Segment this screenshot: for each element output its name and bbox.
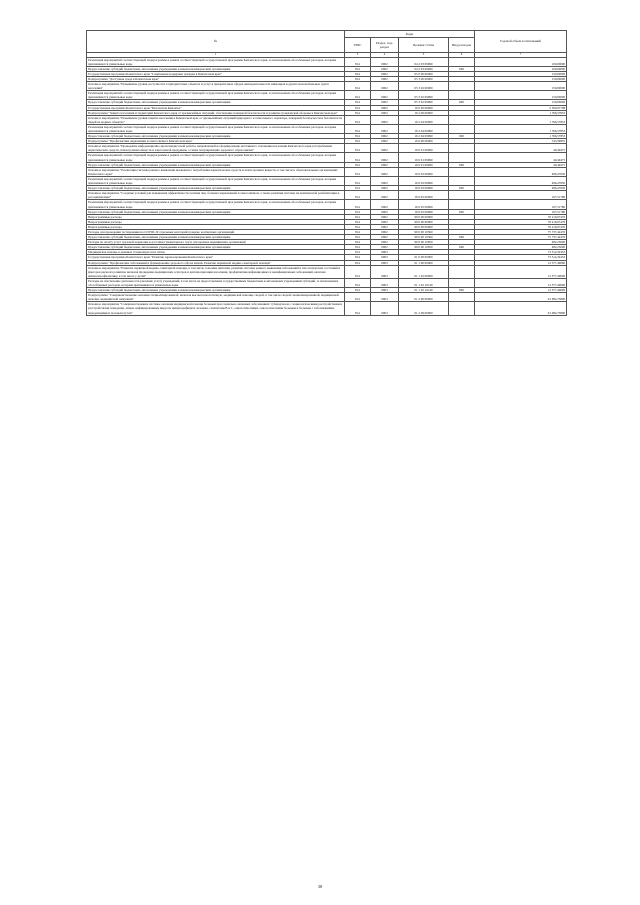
- index-cell: 6: [449, 53, 475, 58]
- cell-name: Непрограммные расходы: [87, 214, 345, 219]
- cell-section: 0902: [371, 66, 399, 71]
- cell-amount: 150,00000: [475, 82, 567, 91]
- cell-amount: 12 377,40000: [475, 260, 567, 265]
- cell-amount: 197,51780: [475, 200, 567, 209]
- cell-target: 16 6 01 00000: [399, 144, 449, 153]
- cell-section: 0902: [371, 105, 399, 110]
- cell-grbs: 814: [345, 250, 371, 255]
- cell-section: 0902: [371, 162, 399, 167]
- cell-amount: 75 737,42476: [475, 229, 567, 234]
- cell-target: 99 0 00 00000: [399, 224, 449, 229]
- cell-name: Основное мероприятие "Повышение уровня доступности в приоритетных объектах и услуг в приоритетных сферах жизнедеятельности инвалидов и других маломобильных групп населения": [87, 82, 345, 91]
- cell-name: Непрограммные расходы: [87, 224, 345, 229]
- cell-section: 0902: [371, 214, 399, 219]
- cell-grbs: 814: [345, 235, 371, 240]
- table-row: [87, 265, 567, 278]
- cell-section: 0903: [371, 265, 399, 278]
- cell-name: Расходы по оплату услуг грузовой перевозки и доставки гуманитарного груза для краевых медицинских организаций: [87, 240, 345, 245]
- cell-amount: 76 219,67476: [475, 219, 567, 224]
- cell-name: Реализация мероприятий соответствующей подпрограммы в рамках соответствующей государственной программы Камчатского края, за исключением обособленных расходов, которым присваиваются уникальные коды: [87, 124, 345, 133]
- cell-target: 99 0 00 10560: [399, 229, 449, 234]
- cell-amount: 1 766,57853: [475, 110, 567, 115]
- cell-section: 0902: [371, 76, 399, 81]
- index-cell: 1: [87, 53, 345, 58]
- cell-name: Предоставление субсидий бюджетным, автономным учреждениям и иным некоммерческим организациям: [87, 209, 345, 214]
- cell-section: 0902: [371, 82, 399, 91]
- cell-amount: 12 377,40000: [475, 265, 567, 278]
- cell-amount: 482,25000: [475, 245, 567, 250]
- cell-grbs: 814: [345, 255, 371, 260]
- cell-name: Предоставление субсидий бюджетным, автономным учреждениям и иным некоммерческим организациям: [87, 134, 345, 139]
- cell-section: 0902: [371, 153, 399, 162]
- cell-grbs: 814: [345, 200, 371, 209]
- cell-amount: 482,25000: [475, 240, 567, 245]
- cell-vr: 600: [449, 162, 475, 167]
- cell-grbs: 814: [345, 110, 371, 115]
- cell-grbs: 814: [345, 71, 371, 76]
- cell-section: 0902: [371, 115, 399, 124]
- table-row: [87, 153, 567, 162]
- cell-section: 0902: [371, 186, 399, 191]
- cell-name: Предоставление субсидий бюджетным, автономным учреждениям и иным некоммерческим организациям: [87, 162, 345, 167]
- cell-grbs: 814: [345, 186, 371, 191]
- header-section: Раздел, под-раздел: [371, 38, 399, 53]
- cell-amount: 743,39855: [475, 139, 567, 144]
- cell-amount: 61 084,73800: [475, 302, 567, 315]
- cell-grbs: 814: [345, 245, 371, 250]
- cell-name: Основное мероприятие "Проведение информационно-пропагандистской работы, направленной на формирование негативного отношения населения Камчатского края к потреблению наркотических средств, психотропных веществ и алкогольной продукции, а также популяризацию здорового образа жизни": [87, 144, 345, 153]
- cell-section: 0902: [371, 124, 399, 133]
- cell-section: 0902: [371, 110, 399, 115]
- cell-amount: 150,00000: [475, 91, 567, 100]
- cell-vr: [449, 293, 475, 302]
- cell-section: 0902: [371, 100, 399, 105]
- cell-target: 16 2 00 00000: [399, 110, 449, 115]
- cell-amount: 496,47650: [475, 186, 567, 191]
- cell-amount: 76 219,67476: [475, 214, 567, 219]
- cell-name: Предоставление субсидий бюджетным, автономным учреждениям и иным некоммерческим организациям: [87, 245, 345, 250]
- cell-target: 16 2 04 09990: [399, 134, 449, 139]
- cell-section: 0902: [371, 209, 399, 214]
- cell-vr: [449, 265, 475, 278]
- cell-section: 0903: [371, 255, 399, 260]
- document-page: [86, 30, 566, 316]
- cell-vr: [449, 57, 475, 66]
- cell-vr: 600: [449, 100, 475, 105]
- cell-name: Основное мероприятие "Повышение уровня защиты населения в Камчатском крае от чрезвычайных ситуаций природного и техногенного характера, пожарной безопасности и безопасности людей на водных объектах": [87, 115, 345, 124]
- cell-target: 99 0 00 10560: [399, 235, 449, 240]
- cell-vr: [449, 176, 475, 185]
- cell-vr: 600: [449, 66, 475, 71]
- cell-target: 01 1 00 00000: [399, 260, 449, 265]
- cell-target: 01 1 02 10140: [399, 288, 449, 293]
- cell-grbs: 814: [345, 214, 371, 219]
- cell-amount: 496,47650: [475, 176, 567, 185]
- cell-amount: 100,00000: [475, 66, 567, 71]
- cell-grbs: 814: [345, 124, 371, 133]
- cell-name: Реализация мероприятий соответствующей подпрограммы в рамках соответствующей государственной программы Камчатского края, за исключением обособленных расходов, которым присваиваются уникальные коды: [87, 57, 345, 66]
- header-target: Целевая статья: [399, 38, 449, 53]
- table-row: [87, 115, 567, 124]
- cell-target: 99 0 00 10650: [399, 245, 449, 250]
- cell-target: 16 6 00 00000: [399, 139, 449, 144]
- cell-section: 0902: [371, 229, 399, 234]
- cell-name: Реализация мероприятий соответствующей подпрограммы в рамках соответствующей государственной программы Камчатского края, за исключением обособленных расходов, которым присваиваются уникальные коды: [87, 91, 345, 100]
- cell-target: 16 6 05 00000: [399, 191, 449, 200]
- cell-amount: 496,47650: [475, 167, 567, 176]
- cell-vr: [449, 153, 475, 162]
- index-cell: 4: [371, 53, 399, 58]
- cell-target: 05 3 02 00000: [399, 82, 449, 91]
- cell-name: Предоставление субсидий бюджетным, автономным учреждениям и иным некоммерческим организациям: [87, 66, 345, 71]
- cell-name: Предоставление субсидий бюджетным, автономным учреждениям и иным некоммерческим организациям: [87, 235, 345, 240]
- table-row: [87, 124, 567, 133]
- cell-vr: 600: [449, 186, 475, 191]
- cell-name: Подпрограмма "Профилактика наркомании и алкоголизма в Камчатском крае": [87, 139, 345, 144]
- cell-section: 0902: [371, 235, 399, 240]
- cell-grbs: 814: [345, 105, 371, 110]
- cell-vr: 600: [449, 209, 475, 214]
- cell-amount: 49,40475: [475, 162, 567, 167]
- cell-section: 0902: [371, 200, 399, 209]
- cell-section: 0903: [371, 250, 399, 255]
- cell-section: 0902: [371, 245, 399, 250]
- page-number: 38: [317, 884, 323, 889]
- table-row: [87, 176, 567, 185]
- cell-section: 0902: [371, 176, 399, 185]
- cell-name: Расходы на обеспечение деятельности (оказание услуг) учреждений, в том числе на предоставление государственным бюджетным и автономным учреждениям субсидий, за исключением обособленных расходов, которым присваиваются уникальные коды: [87, 278, 345, 287]
- cell-section: 0903: [371, 293, 399, 302]
- cell-name: Непрограммные расходы: [87, 219, 345, 224]
- header-vr: Вид расходов: [449, 38, 475, 53]
- cell-amount: 1 766,57853: [475, 124, 567, 133]
- cell-target: 05 3 02 09990: [399, 100, 449, 105]
- cell-grbs: 814: [345, 66, 371, 71]
- budget-table: [86, 30, 567, 316]
- cell-section: 0902: [371, 144, 399, 153]
- index-cell: 7: [475, 53, 567, 58]
- cell-grbs: 814: [345, 100, 371, 105]
- cell-name: Подпрограмма "Профилактика заболеваний и формирование здорового образа жизни. Развитие первичной медико-санитарной помощи": [87, 260, 345, 265]
- cell-grbs: 814: [345, 240, 371, 245]
- cell-amount: 76 219,67476: [475, 224, 567, 229]
- cell-target: 16 6 02 09990: [399, 176, 449, 185]
- cell-grbs: 814: [345, 167, 371, 176]
- cell-target: 01 1 02 10140: [399, 278, 449, 287]
- cell-amount: 150,00000: [475, 76, 567, 81]
- cell-name: Основное мероприятие "Создание условий для повышения эффективности лечения лиц, больных наркоманией и алкоголизмом, а также развития системы их комплексной реабилитации и ресоциализации": [87, 191, 345, 200]
- cell-section: 0902: [371, 71, 399, 76]
- cell-vr: 600: [449, 245, 475, 250]
- header-grbs: ГРБС: [345, 38, 371, 53]
- cell-section: 0902: [371, 91, 399, 100]
- cell-grbs: 814: [345, 153, 371, 162]
- cell-amount: 49,40475: [475, 144, 567, 153]
- cell-target: 05 3 00 00000: [399, 76, 449, 81]
- cell-section: 0902: [371, 167, 399, 176]
- cell-target: 99 0 00 00000: [399, 214, 449, 219]
- cell-section: 0902: [371, 191, 399, 200]
- cell-vr: [449, 191, 475, 200]
- cell-grbs: 814: [345, 191, 371, 200]
- cell-section: 0902: [371, 224, 399, 229]
- cell-vr: [449, 144, 475, 153]
- cell-section: 0902: [371, 134, 399, 139]
- cell-amount: 1 766,57853: [475, 134, 567, 139]
- table-row: [87, 302, 567, 315]
- cell-vr: [449, 124, 475, 133]
- cell-grbs: 814: [345, 209, 371, 214]
- cell-name: Реализация мероприятий соответствующей подпрограммы в рамках соответствующей государственной программы Камчатского края, за исключением обособленных расходов, которым присваиваются уникальные коды: [87, 200, 345, 209]
- cell-grbs: 814: [345, 91, 371, 100]
- cell-grbs: 814: [345, 76, 371, 81]
- cell-vr: [449, 200, 475, 209]
- table-row: [87, 82, 567, 91]
- cell-amount: 12 377,40000: [475, 278, 567, 287]
- cell-target: 01 2 09 00000: [399, 302, 449, 315]
- cell-vr: 600: [449, 134, 475, 139]
- cell-grbs: 814: [345, 229, 371, 234]
- cell-name: Подпрограмма "Совершенствование оказания специализированной, включая высокотехнологичную, медицинской помощи, скорой, в том числе скорой специализированной, медицинской помощи, медицинской эвакуации": [87, 293, 345, 302]
- cell-amount: 100,00000: [475, 57, 567, 66]
- cell-grbs: 814: [345, 82, 371, 91]
- cell-name: Реализация мероприятий соответствующей подпрограммы в рамках соответствующей государственной программы Камчатского края, за исключением обособленных расходов, которым присваиваются уникальные коды: [87, 153, 345, 162]
- cell-amount: 61 084,73800: [475, 293, 567, 302]
- cell-name: Подпрограмма "Доступная среда в Камчатском крае": [87, 76, 345, 81]
- cell-name: Основное мероприятие "Развитие первичной медико-санитарной помощи, в том числе сельским жителям, развитие системы раннего выявления заболеваний и патологических состояний и факторов риска их развития, включая проведение медицинских осмотров и диспансеризации населения, профилактика инфекционных и неинфекционных заболеваний, включая иммунопрофилактику, в том числе у детей": [87, 265, 345, 278]
- cell-amount: 73 514,32453: [475, 250, 567, 255]
- header-volume: Годовой объем ассигнований: [475, 31, 567, 53]
- cell-section: 0902: [371, 57, 399, 66]
- cell-grbs: 814: [345, 293, 371, 302]
- cell-grbs: 814: [345, 57, 371, 66]
- cell-name: Расходы для проведения тестирования на COVID-19 отдельных категорий граждан, контактных организаций: [87, 229, 345, 234]
- cell-target: 01 2 00 00000: [399, 293, 449, 302]
- table-row: [87, 91, 567, 100]
- cell-name: Государственная программа Камчатского края "Развитие здравоохранения Камчатского края": [87, 255, 345, 260]
- cell-section: 0902: [371, 139, 399, 144]
- cell-vr: [449, 302, 475, 315]
- cell-grbs: 814: [345, 176, 371, 185]
- cell-name: Медицинская помощь в дневных стационарах всех типов: [87, 250, 345, 255]
- cell-section: 0903: [371, 260, 399, 265]
- cell-target: 16 6 01 09990: [399, 153, 449, 162]
- cell-section: 0903: [371, 288, 399, 293]
- cell-name: Подпрограмма "Защита населения и территорий Камчатского края от чрезвычайных ситуаций, обеспечение пожарной безопасности и развитие гражданской обороны в Камчатском крае": [87, 110, 345, 115]
- table-row: [87, 191, 567, 200]
- header-no: №: [87, 31, 345, 53]
- cell-target: 16 2 04 09990: [399, 124, 449, 133]
- cell-vr: [449, 167, 475, 176]
- cell-amount: 75 737,42476: [475, 235, 567, 240]
- cell-target: 05 0 00 00000: [399, 71, 449, 76]
- cell-vr: [449, 82, 475, 91]
- cell-amount: 150,00000: [475, 71, 567, 76]
- cell-name: Государственная программа Камчатского края "Безопасная Камчатка": [87, 105, 345, 110]
- cell-amount: 1 766,57853: [475, 115, 567, 124]
- cell-name: Реализация мероприятий соответствующей подпрограммы в рамках соответствующей государственной программы Камчатского края, за исключением обособленных расходов, которым присваиваются уникальные коды: [87, 176, 345, 185]
- cell-grbs: 814: [345, 288, 371, 293]
- cell-target: 04 2 03 09990: [399, 57, 449, 66]
- cell-grbs: 814: [345, 139, 371, 144]
- cell-grbs: 814: [345, 219, 371, 224]
- cell-grbs: 814: [345, 144, 371, 153]
- cell-grbs: 814: [345, 265, 371, 278]
- cell-target: 99 0 00 00000: [399, 219, 449, 224]
- cell-grbs: 814: [345, 278, 371, 287]
- cell-name: Предоставление субсидий бюджетным, автономным учреждениям и иным некоммерческим организациям: [87, 288, 345, 293]
- cell-target: 05 3 02 09990: [399, 91, 449, 100]
- cell-section: 0903: [371, 302, 399, 315]
- cell-target: 04 2 03 09990: [399, 66, 449, 71]
- cell-grbs: 814: [345, 115, 371, 124]
- cell-target: 01 1 02 00000: [399, 265, 449, 278]
- cell-amount: 197,51780: [475, 209, 567, 214]
- cell-section: 0903: [371, 278, 399, 287]
- cell-grbs: 814: [345, 224, 371, 229]
- cell-vr: [449, 91, 475, 100]
- cell-target: 16 2 04 00000: [399, 115, 449, 124]
- cell-section: 0902: [371, 240, 399, 245]
- header-codes: Коды: [345, 31, 475, 38]
- table-row: [87, 200, 567, 209]
- table-row: [87, 144, 567, 153]
- cell-amount: 150,00000: [475, 100, 567, 105]
- cell-vr: [449, 115, 475, 124]
- cell-target: 16 6 01 09990: [399, 162, 449, 167]
- cell-vr: [449, 278, 475, 287]
- cell-target: 01 0 00 00000: [399, 255, 449, 260]
- table-row: [87, 57, 567, 66]
- index-cell: 5: [399, 53, 449, 58]
- cell-amount: 2 509,97708: [475, 105, 567, 110]
- cell-amount: 73 514,32453: [475, 255, 567, 260]
- cell-target: 16 6 05 09990: [399, 200, 449, 209]
- cell-vr: 600: [449, 235, 475, 240]
- table-row: [87, 293, 567, 302]
- cell-target: 16 0 00 00000: [399, 105, 449, 110]
- cell-section: 0902: [371, 219, 399, 224]
- cell-name: Основное мероприятие "Совершенствование системы оказания медицинской помощи больным при социально-значимых заболеваниях: туберкулезом, с наркологическими расстройствами и расстройствами поведения, лицам, инфицированным вирусом иммунодефицита человека, гепатитами В и С, онкологическими, онкологическими больным и больным с заболеваниями, передающимися половым путем": [87, 302, 345, 315]
- cell-name: Государственная программа Камчатского края "Социальная поддержка граждан в Камчатском крае": [87, 71, 345, 76]
- table-row: [87, 278, 567, 287]
- cell-target: 16 6 02 09990: [399, 186, 449, 191]
- cell-amount: 12 377,40000: [475, 288, 567, 293]
- cell-amount: 49,40475: [475, 153, 567, 162]
- cell-target: 16 6 05 09990: [399, 209, 449, 214]
- table-row: [87, 167, 567, 176]
- cell-amount: 197,51780: [475, 191, 567, 200]
- cell-grbs: 814: [345, 302, 371, 315]
- cell-name: Предоставление субсидий бюджетным, автономным учреждениям и иным некоммерческим организациям: [87, 100, 345, 105]
- cell-vr: 600: [449, 288, 475, 293]
- cell-name: Предоставление субсидий бюджетным, автономным учреждениям и иным некоммерческим организациям: [87, 186, 345, 191]
- cell-grbs: 814: [345, 162, 371, 167]
- cell-grbs: 814: [345, 134, 371, 139]
- index-cell: 3: [345, 53, 371, 58]
- cell-target: 16 6 02 00000: [399, 167, 449, 176]
- cell-name: Основное мероприятие "Реализация системы раннего выявления незаконного потребления наркотических средств и психотропных веществ, в том числе в образовательных организациях Камчатского края": [87, 167, 345, 176]
- cell-grbs: 814: [345, 260, 371, 265]
- cell-target: 99 0 00 10650: [399, 240, 449, 245]
